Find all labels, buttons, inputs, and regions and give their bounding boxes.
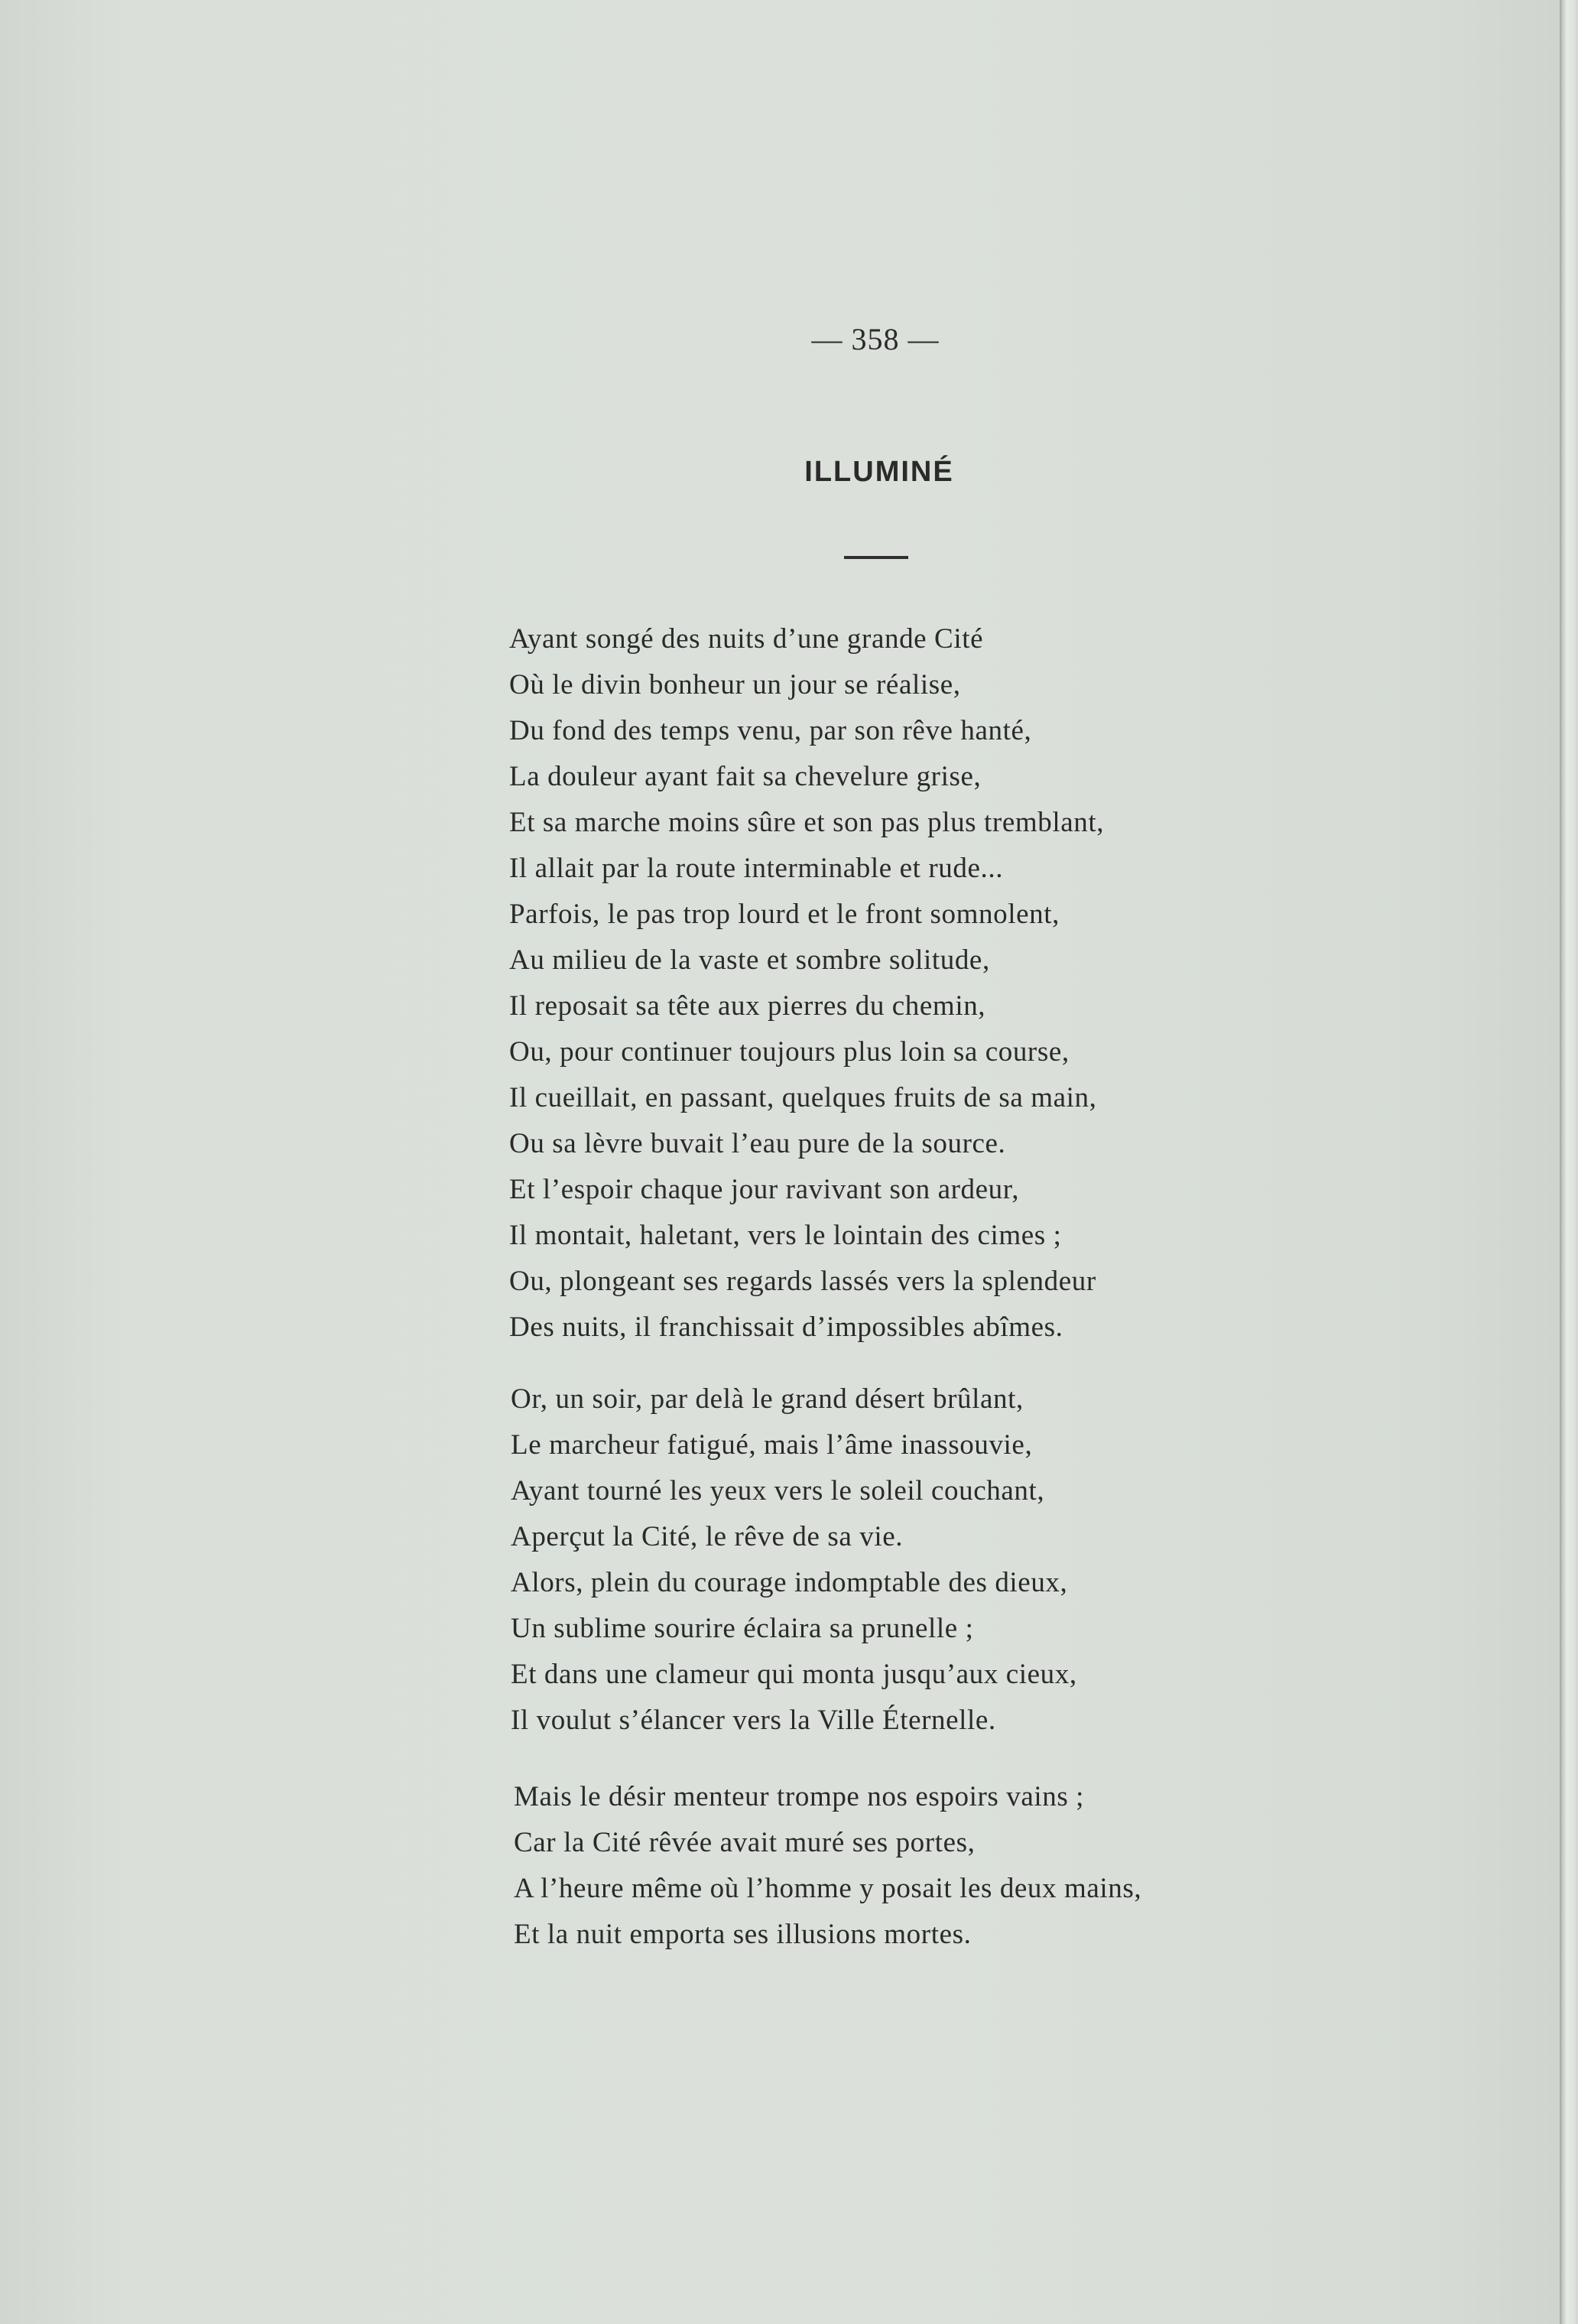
verse-line: La douleur ayant fait sa chevelure grise, xyxy=(509,761,982,792)
verse-line: A l’heure même où l’homme y posait les deux mains, xyxy=(514,1873,1142,1904)
verse-line: Il montait, haletant, vers le lointain des cimes ; xyxy=(509,1220,1062,1251)
verse-line: Ayant tourné les yeux vers le soleil couchant, xyxy=(511,1475,1045,1507)
verse-line: Alors, plein du courage indomptable des dieux, xyxy=(511,1567,1068,1598)
stanza-1 xyxy=(509,616,1503,1351)
page-edge xyxy=(1560,0,1578,2324)
stanza-3 xyxy=(514,1774,1508,1958)
verse-line: Et dans une clameur qui monta jusqu’aux cieux, xyxy=(511,1659,1077,1690)
verse-line: Et la nuit emporta ses illusions mortes. xyxy=(514,1919,972,1950)
verse-line: Il reposait sa tête aux pierres du chemin, xyxy=(509,990,986,1022)
title-divider xyxy=(844,556,908,559)
verse-line: Du fond des temps venu, par son rêve hanté, xyxy=(509,715,1032,746)
verse-line: Parfois, le pas trop lourd et le front somnolent, xyxy=(509,899,1060,930)
verse-line: Aperçut la Cité, le rêve de sa vie. xyxy=(511,1521,904,1552)
verse-line: Il cueillait, en passant, quelques fruits de sa main, xyxy=(509,1082,1097,1113)
verse-line: Ou, plongeant ses regards lassés vers la splendeur xyxy=(509,1266,1096,1297)
verse-line: Un sublime sourire éclaira sa prunelle ; xyxy=(511,1613,974,1644)
verse-line: Ou, pour continuer toujours plus loin sa course, xyxy=(509,1036,1070,1068)
verse-line: Mais le désir menteur trompe nos espoirs vains ; xyxy=(514,1781,1085,1812)
verse-line: Ayant songé des nuits d’une grande Cité xyxy=(509,623,984,655)
verse-line: Or, un soir, par delà le grand désert brûlant, xyxy=(511,1383,1024,1415)
verse-line: Il allait par la route interminable et rude... xyxy=(509,853,1004,884)
verse-line: Au milieu de la vaste et sombre solitude, xyxy=(509,944,990,976)
verse-line: Et sa marche moins sûre et son pas plus tremblant, xyxy=(509,807,1105,838)
verse-line: Et l’espoir chaque jour ravivant son ardeur, xyxy=(509,1174,1020,1205)
verse-line: Où le divin bonheur un jour se réalise, xyxy=(509,669,961,700)
page-number: — 358 — xyxy=(811,322,940,356)
stanza-2 xyxy=(511,1377,1505,1744)
verse-line: Des nuits, il franchissait d’impossibles abîmes. xyxy=(509,1312,1063,1343)
verse-line: Ou sa lèvre buvait l’eau pure de la source. xyxy=(509,1128,1006,1159)
verse-line: Car la Cité rêvée avait muré ses portes, xyxy=(514,1827,976,1858)
poem-title: ILLUMINÉ xyxy=(804,456,954,488)
verse-line: Il voulut s’élancer vers la Ville Éternelle. xyxy=(511,1705,996,1736)
verse-line: Le marcheur fatigué, mais l’âme inassouvie, xyxy=(511,1429,1033,1461)
